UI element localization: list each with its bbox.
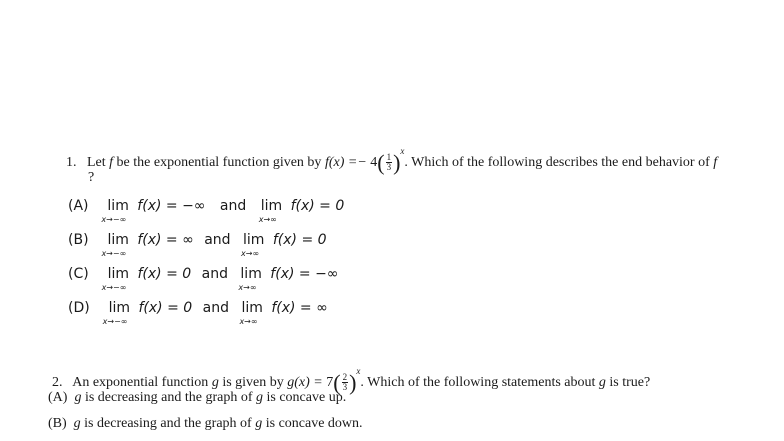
- var-g: g: [255, 416, 263, 431]
- q1-question-mark: ?: [88, 170, 95, 185]
- q2-func-lhs: g(x) =: [287, 375, 323, 390]
- expr-1: f(x) = 0: [137, 266, 192, 282]
- lim-sub: x→∞: [239, 317, 258, 326]
- choice-text-2: is concave up.: [266, 390, 347, 405]
- q1-text-let: Let: [87, 155, 106, 170]
- q1-choice-d[interactable]: [68, 300, 328, 326]
- lim-text: lim: [108, 300, 131, 316]
- q1-func-lhs: f(x) =−: [324, 155, 367, 170]
- q2-frac-den: 3: [342, 382, 348, 393]
- q2-text-end: is true?: [609, 375, 651, 390]
- expr-2: f(x) = 0: [290, 198, 345, 214]
- limit-2: [239, 300, 263, 326]
- and-text: and: [201, 266, 228, 282]
- choice-label: (B): [48, 416, 67, 431]
- q1-frac-den: 3: [386, 162, 392, 173]
- choice-label: (B): [68, 232, 89, 248]
- lim-text: lim: [107, 232, 129, 248]
- choice-text-2: is concave down.: [265, 416, 363, 431]
- choice-label: (C): [68, 266, 89, 282]
- limit-2: [241, 232, 265, 258]
- choice-label: (D): [68, 300, 90, 316]
- expr-1: f(x) = 0: [138, 300, 193, 316]
- q2-frac-num: 2: [342, 372, 348, 383]
- lim-sub: x→−∞: [101, 283, 127, 292]
- limit-1: [101, 232, 129, 258]
- q2-text-mid: is given by: [222, 375, 284, 390]
- q1-choice-b[interactable]: [68, 232, 327, 258]
- var-g: g: [256, 390, 263, 405]
- q1-fraction: [386, 153, 393, 172]
- lim-sub: x→−∞: [101, 249, 127, 258]
- q1-text-after: . Which of the following describes the end behavior of: [404, 155, 710, 170]
- q2-exponent: x: [356, 366, 361, 376]
- q1-exponent: x: [400, 146, 405, 156]
- lim-text: lim: [260, 198, 283, 214]
- choice-text-1: is decreasing and the graph of: [84, 390, 253, 405]
- choice-text-1: is decreasing and the graph of: [84, 416, 252, 431]
- q1-var-f: f: [109, 155, 114, 170]
- and-text: and: [219, 198, 247, 214]
- question-number: 2.: [52, 375, 63, 390]
- limit-1: [102, 300, 131, 326]
- q1-coef: 4: [370, 155, 378, 170]
- limit-2: [238, 266, 262, 292]
- lim-sub: x→∞: [238, 283, 257, 292]
- expr-1: f(x) = ∞: [137, 232, 194, 248]
- limit-1: [101, 266, 130, 292]
- lim-text: lim: [240, 266, 262, 282]
- q1-choice-c[interactable]: [68, 266, 339, 292]
- q1-frac-num: 1: [386, 152, 392, 163]
- lim-text: lim: [241, 300, 263, 316]
- q1-choice-a[interactable]: [68, 198, 345, 224]
- q2-var-g-end: g: [598, 375, 606, 390]
- question-number: 1.: [66, 155, 77, 170]
- lim-sub: x→−∞: [102, 317, 128, 326]
- choice-label: (A): [68, 198, 89, 214]
- lim-text: lim: [243, 232, 265, 248]
- and-text: and: [202, 300, 229, 316]
- limit-2: [258, 198, 283, 224]
- and-text: and: [204, 232, 231, 248]
- expr-2: f(x) = −∞: [270, 266, 339, 282]
- q2-choice-b[interactable]: [48, 416, 363, 432]
- left-paren: (: [333, 369, 341, 395]
- lim-text: lim: [107, 266, 130, 282]
- q1-text-mid: be the exponential function given by: [116, 155, 322, 170]
- expr-1: f(x) = −∞: [137, 198, 206, 214]
- question-2-text: [52, 366, 651, 395]
- expr-2: f(x) = 0: [272, 232, 327, 248]
- lim-sub: x→−∞: [101, 215, 127, 224]
- q2-var-g: g: [211, 375, 219, 390]
- left-paren: (: [377, 149, 385, 175]
- q2-text-before: An exponential function: [72, 375, 209, 390]
- right-paren: ): [393, 149, 401, 175]
- q2-coef: 7: [326, 375, 334, 390]
- right-paren: ): [349, 369, 357, 395]
- lim-sub: x→∞: [258, 215, 277, 224]
- q2-choice-a[interactable]: [48, 390, 346, 406]
- limit-1: [101, 198, 129, 224]
- q1-var-f-end: f: [713, 155, 718, 170]
- lim-sub: x→∞: [241, 249, 260, 258]
- question-1-text: [66, 146, 718, 175]
- choice-label: (A): [48, 390, 68, 405]
- lim-text: lim: [107, 198, 129, 214]
- var-g: g: [74, 390, 82, 405]
- q2-text-after: . Which of the following statements about: [360, 375, 596, 390]
- var-g: g: [73, 416, 81, 431]
- expr-2: f(x) = ∞: [271, 300, 328, 316]
